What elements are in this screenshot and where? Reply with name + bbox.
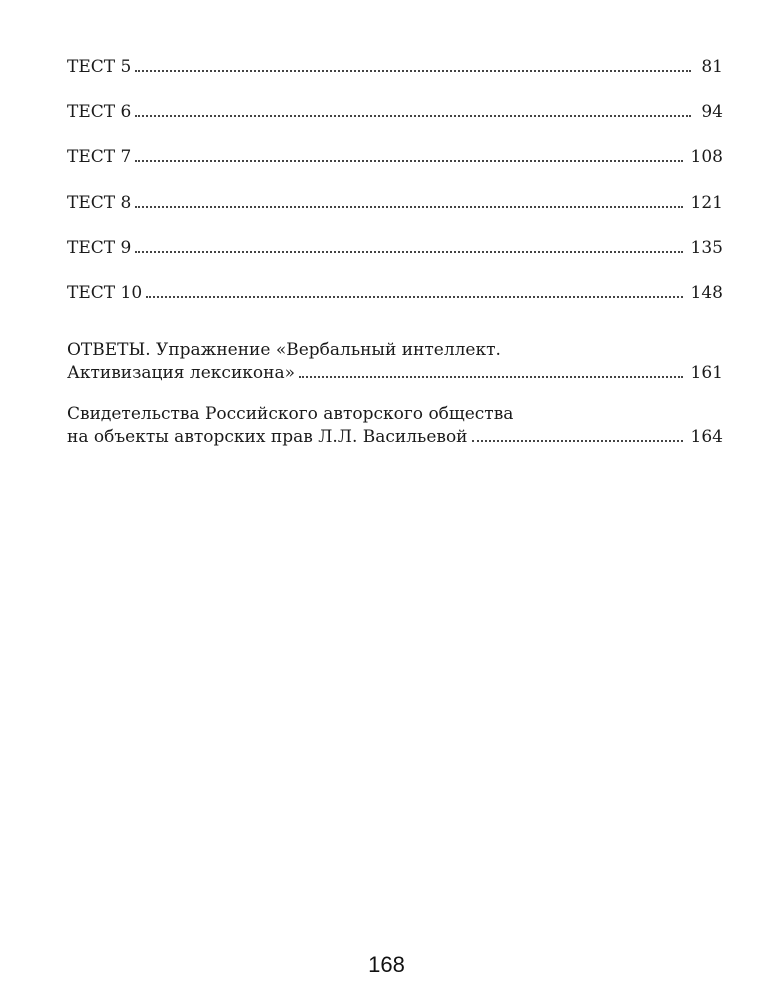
- toc-entry-page: 108: [690, 147, 723, 167]
- toc-entry-title-line-2: на объекты авторских прав Л.Л. Васильевой: [67, 427, 468, 447]
- dot-leader: [299, 376, 683, 378]
- toc-entry-page: 161: [690, 363, 723, 383]
- toc-entry-certificates[interactable]: [67, 403, 723, 448]
- dot-leader: [472, 440, 683, 442]
- dot-leader: [135, 70, 691, 72]
- toc-entry-page: 94: [701, 102, 723, 122]
- toc-entry-test-7[interactable]: [67, 146, 723, 168]
- toc-entry-page: 81: [701, 57, 723, 77]
- toc-entry-page: 121: [690, 193, 723, 213]
- toc-entry-title: ТЕСТ 8: [67, 193, 132, 213]
- toc-entry-test-10[interactable]: [67, 282, 723, 304]
- toc-entry-page: 135: [690, 238, 723, 258]
- toc-entry-title-line-2: Активизация лексикона»: [67, 363, 295, 383]
- dot-leader: [135, 206, 682, 208]
- toc-entry-page: 148: [690, 283, 723, 303]
- toc-entry-test-6[interactable]: [67, 101, 723, 123]
- toc-entry-test-8[interactable]: [67, 192, 723, 214]
- toc-entry-title: ТЕСТ 7: [67, 147, 132, 167]
- dot-leader: [146, 296, 682, 298]
- dot-leader: [135, 251, 682, 253]
- toc-entry-page: 164: [690, 427, 723, 447]
- toc-entry-title: ТЕСТ 6: [67, 102, 132, 122]
- dot-leader: [135, 115, 691, 117]
- dot-leader: [135, 160, 682, 162]
- toc-entry-title: ТЕСТ 5: [67, 57, 132, 77]
- toc-entry-test-5[interactable]: [67, 56, 723, 78]
- page-number: 168: [368, 952, 405, 977]
- toc-entry-answers[interactable]: [67, 339, 723, 384]
- toc-entry-title-line-1: Свидетельства Российского авторского общества: [67, 404, 514, 424]
- toc-entry-title-line-1: ОТВЕТЫ. Упражнение «Вербальный интеллект.: [67, 340, 501, 360]
- toc-entry-test-9[interactable]: [67, 237, 723, 259]
- toc-entry-title: ТЕСТ 9: [67, 238, 132, 258]
- toc-entry-title: ТЕСТ 10: [67, 283, 143, 303]
